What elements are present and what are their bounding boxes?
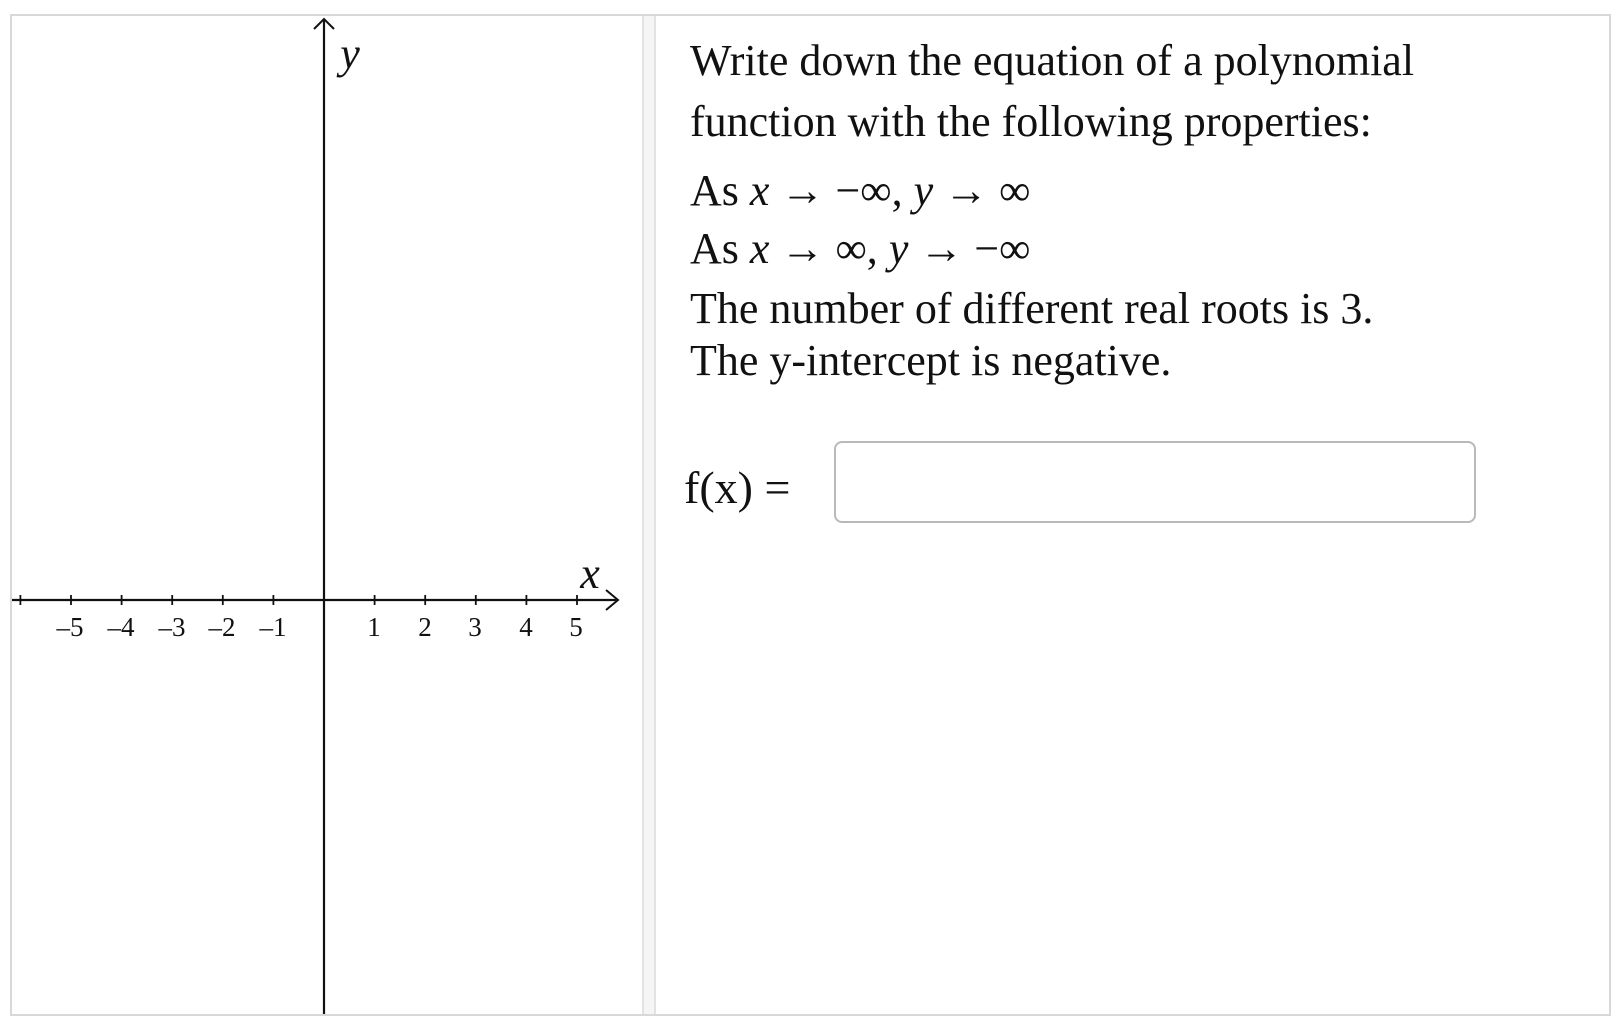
x-tick-label: 4 (519, 612, 533, 642)
question-prompt: Write down the equation of a polynomial function with the following properties: (690, 36, 1415, 146)
end-behavior-right (690, 222, 1031, 276)
intercept-property: The y-intercept is negative. (690, 336, 1172, 385)
roots-property: The number of different real roots is 3. (690, 284, 1374, 333)
coordinate-plane (12, 16, 642, 1014)
prop-prefix: As (690, 166, 750, 215)
x-tick-label: 2 (418, 612, 432, 642)
prop-arrow: → ∞, (769, 224, 889, 273)
prop-arrow: → ∞ (933, 166, 1031, 215)
x-tick-labels-positive (367, 612, 583, 642)
x-tick-label: –1 (259, 612, 287, 642)
end-behavior-left (690, 164, 1031, 218)
prop-var-y: y (913, 166, 934, 215)
y-axis-label: y (340, 29, 360, 78)
x-tick-label: 5 (569, 612, 583, 642)
x-tick-label: 3 (468, 612, 482, 642)
x-tick-labels-negative (56, 612, 287, 642)
x-tick-label: –5 (56, 612, 84, 642)
prop-arrow: → −∞ (908, 224, 1031, 273)
x-tick-label: –4 (107, 612, 135, 642)
prop-var-x: x (749, 224, 770, 273)
prop-var-x: x (749, 166, 770, 215)
question-panel (656, 16, 1609, 1014)
prop-arrow: → −∞, (769, 166, 914, 215)
x-tick-label: –3 (158, 612, 186, 642)
answer-input[interactable] (834, 441, 1476, 523)
question-frame (10, 14, 1611, 1016)
graph-panel (12, 16, 642, 1014)
prop-prefix: As (690, 224, 750, 273)
x-tick-label: –2 (208, 612, 236, 642)
x-axis-label: x (580, 549, 600, 598)
x-tick-label: 1 (367, 612, 381, 642)
prop-var-y: y (888, 224, 909, 273)
answer-label: f(x) = (684, 462, 791, 513)
panel-divider (642, 16, 656, 1014)
